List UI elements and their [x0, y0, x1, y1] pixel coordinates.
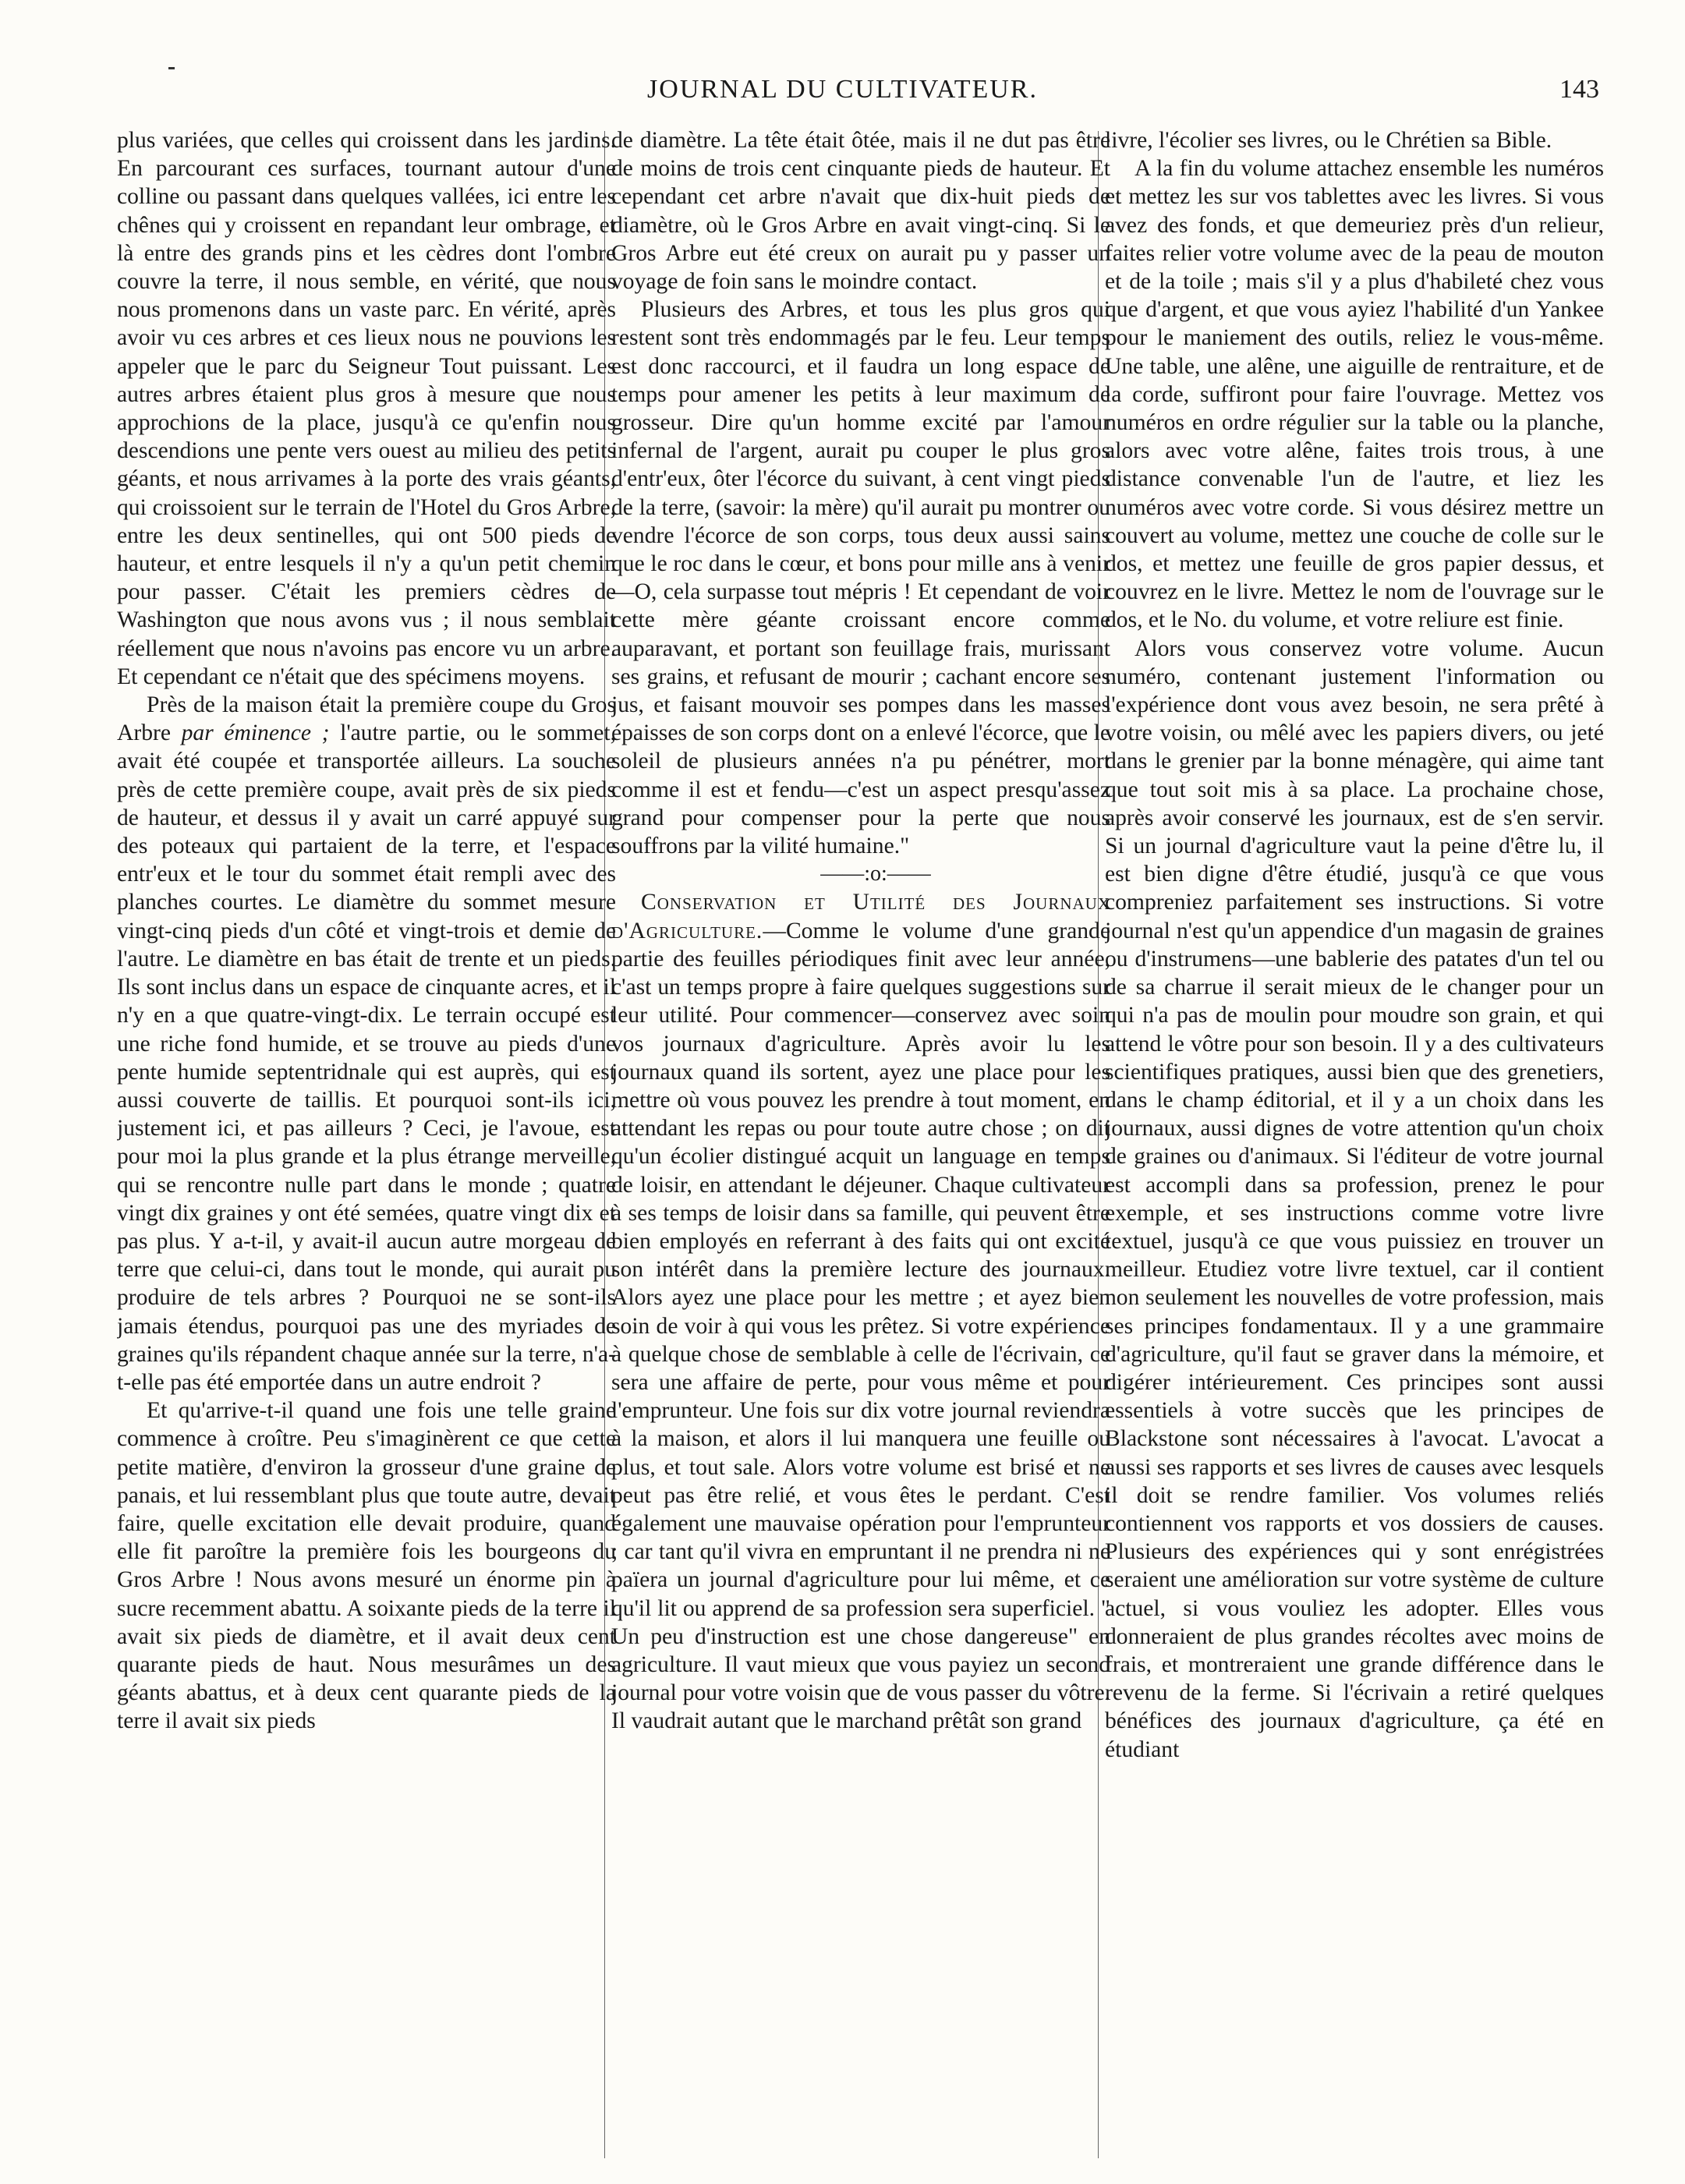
paragraph	[611, 888, 1110, 1735]
article-heading: Conservation et Utilité des Journaux d'Agriculture.	[611, 890, 1110, 943]
paragraph: de diamètre. La tête était ôtée, mais il ne dut pas être de moins de trois cent cinquante pieds de hauteur. Et cependant cet arbre n'avait que dix-huit pieds de diamètre, où le Gros Arbre en avait vingt-cinq. Si le Gros Arbre eut été creux on aurait pu y passer un voyage de foin sans le moindre contact.	[611, 128, 1110, 295]
italic-phrase: par éminence ;	[181, 720, 330, 746]
text-run: l'autre partie, ou le sommet, avait été coupée et transportée ailleurs. La souche près de cette première coupe, avait près de six pieds de hauteur, et dessus il y avait un carré appuyé sur des poteaux qui partaient de la terre, et l'espace entr'eux et le tour du sommet était rempli avec des planches courtes. Le diamètre du sommet mesure vingt-cinq pieds d'un côté et vingt-trois et demie de l'autre. Le diamètre en bas était de trente et un pieds. Ils sont inclus dans un espace de cinquante acres, et il n'y en a que quatre-vingt-dix. Le terrain occupé est une riche fond humide, et se trouve au pieds d'une pente humide septentridnale qui est auprès, qui est aussi couverte de taillis. Et pourquoi sont-ils ici, justement ici, et pas ailleurs ? Ceci, je l'avoue, est pour moi la plus grande et la plus étrange merveille, qui se rencontre nulle part dans le monde ; quatre vingt dix graines y ont été semées, quatre vingt dix et pas plus. Y a-t-il, y avait-il aucun autre morgeau de terre que celui-ci, dans tout le monde, qui aurait pu produire de tels arbres ? Pourquoi ne se sont-ils jamais étendus, pourquoi pas une des myriades de graines qu'ils répandent chaque année sur la terre, n'a-t-elle pas été emportée dans un autre endroit ?	[117, 720, 616, 1395]
paragraph: A la fin du volume attachez ensemble les numéros et mettez les sur vos tablettes avec les livres. Si vous avez des fonds, et que demeuriez près d'un relieur, faites relier votre volume avec de la peau de mouton et de la toile ; mais s'il y a plus d'habileté chez vous que d'argent, et que vous ayiez l'habilité d'un Yankee pour le maniement des outils, reliez le vous-même. Une table, une alêne, une aiguille de rentraiture, et de la corde, suffiront pour faire l'ouvrage. Mettez vos numéros en ordre régulier sur la table ou la planche, alors avec votre alêne, faites trois trous, à une distance convenable l'un de l'autre, et liez les numéros avec votre corde. Si vous désirez mettre un couvert au volume, mettez une couche de colle sur le dos, et mettez une feuille de gros papier dessus, et couvrez en le livre. Mettez le nom de l'ouvrage sur le dos, et le No. du volume, et votre reliure est finie.	[1105, 156, 1604, 633]
text-column-3	[1105, 126, 1604, 2169]
text-run: —Comme le volume d'une grande partie des feuilles périodiques finit avec leur année, c'ast un temps propre à faire quelques suggestions sur leur utilité. Pour commencer—conservez avec soin vos journaux d'agriculture. Après avoir lu les journaux quand ils sortent, ayez une place pour les mettre où vous pouvez les prendre à tout moment, en attendant les repas ou pour toute autre chose ; on dit qu'un écolier distingué acquit un language en temps de loisir, en attendant le déjeuner. Chaque cultivateur à ses temps de loisir dans sa famille, qui peuvent être bien employés en referrant à des faits qui ont excité son intérêt dans la première lecture des journaux. Alors ayez une place pour les mettre ; et ayez bien soin de voir à qui vous les prêtez. Si votre expérience à quelque chose de semblable à celle de l'écrivain, ce sera une affaire de perte, pour vous même et pour l'emprunteur. Une fois sur dix votre journal reviendra à la maison, et alors il lui manquera une feuille ou plus, et tout sale. Alors votre volume est brisé et ne peut pas être relié, et vous êtes le perdant. C'est également une mauvaise opération pour l'emprunteur ; car tant qu'il vivra en empruntant il ne prendra ni ne païera un journal d'agriculture pour lui même, et ce qu'il lit ou apprend de sa profession sera superficiel. " Un peu d'instruction est une chose dangereuse" en agriculture. Il vaut mieux que vous payiez un second journal pour votre voisin que de vous passer du vôtre. Il vaudrait autant que le marchand prêtât son grand	[611, 918, 1110, 1734]
section-divider: ——:o:——	[820, 862, 931, 887]
text-column-2	[611, 126, 1110, 2169]
paragraph: livre, l'écolier ses livres, ou le Chrétien sa Bible.	[1105, 128, 1552, 153]
paragraph: Et qu'arrive-t-il quand une fois une telle graine commence à croître. Peu s'imaginèrent ce que cette petite matière, d'environ la grosseur d'une graine de panais, et lui ressemblant plus que toute autre, devait faire, quelle excitation elle devait produire, quand elle fit paroître la première fois les bourgeons du Gros Arbre ! Nous avons mesuré un énorme pin à sucre recemment abattu. A soixante pieds de la terre il avait six pieds de diamètre, et il avait deux cent quarante pieds de haut. Nous mesurâmes un des géants abattus, et à deux cent quarante pieds de la terre il avait six pieds	[117, 1398, 616, 1734]
page-number: 143	[1559, 75, 1599, 104]
text-column-1	[117, 126, 616, 2169]
text-run: Près de la maison était la première coupe du Gros Arbre	[117, 692, 616, 746]
paragraph: Alors vous conservez votre volume. Aucun numéro, contenant justement l'information ou l'expérience dont vous avez besoin, ne sera prêté à votre voisin, ou mêlé avec les papiers divers, ou jeté dans le grenier par la bonne ménagère, qui aime tant que tout soit mis à sa place. La prochaine chose, après avoir conservé les journaux, est de s'en servir. Si un journal d'agriculture vaut la peine d'être lu, il est bien digne d'être étudié, jusqu'à ce que vous compreniez parfaitement ses instructions. Si votre journal n'est qu'un appendice d'un magasin de graines ou d'instrumens—une bablerie des patates d'un tel ou de sa charrue il serait mieux de le changer pour un qui n'a pas de moulin pour moudre son grain, et qui attend le vôtre pour son besoin. Il y a des cultivateurs scientifiques pratiques, aussi bien que des grenetiers, dans le champ éditorial, et il y a un choix dans les journaux, aussi dignes de votre attention qu'un choix de graines ou d'animaux. Si l'éditeur de votre journal est accompli dans sa profession, prenez le pour exemple, et ses instructions comme votre livre textuel, jusqu'à ce que vous puissiez en trouver un meilleur. Etudiez votre livre textuel, car il contient non seulement les nouvelles de votre profession, mais ses principes fondamentaux. Il y a une grammaire d'agriculture, qu'il faut se graver dans la mémoire, et digérer intérieurement. Ces principes sont aussi essentiels à votre succès que les principes de Blackstone sont nécessaires à l'avocat. L'avocat a aussi ses rapports et ses livres de causes avec lesquels il doit se rendre familier. Vos volumes reliés contiennent vos rapports et vos dossiers de causes. Plusieurs des expériences qui y sont enrégistrées seraient une amélioration sur votre système de culture actuel, si vous vouliez les adopter. Elles vous donneraient de plus grandes récoltes avec moins de frais, et montreraient une grande différence dans le revenu de la ferme. Si l'écrivain a retiré quelques bénéfices des journaux d'agriculture, ça été en étudiant	[1105, 635, 1604, 1762]
margin-mark	[168, 67, 175, 69]
running-title: JOURNAL DU CULTIVATEUR.	[647, 75, 1038, 104]
paragraph: Plusieurs des Arbres, et tous les plus gros qui restent sont très endommagés par le feu. Leur temps est donc raccourci, et il faudra un long espace de temps pour amener les petits à leur maximum de grosseur. Dire qu'un homme excité par l'amour infernal de l'argent, aurait pu couper le plus gros d'entr'eux, ôter l'écorce du suivant, à cent vingt pieds de la terre, (savoir: la mère) qu'il aurait pu montrer ou vendre l'écorce de son corps, tous deux aussi sains que le roc dans le cœur, et bons pour mille ans à venir—O, cela surpasse tout mépris ! Et cependant de voir cette mère géante croissant encore comme auparavant, et portant son feuillage frais, murissant ses grains, et refusant de mourir ; cachant encore ses jus, et faisant mouvoir ses pompes dans les masses épaisses de son corps dont on a enlevé l'écorce, que le soleil de plusieurs années n'a pu pénétrer, mort comme il est et fendu—c'est un aspect presqu'assez grand pour compenser pour la perte que nous souffrons par la vilité humaine."	[611, 297, 1110, 859]
page-header	[0, 75, 1685, 109]
paragraph: plus variées, que celles qui croissent dans les jardins. En parcourant ces surfaces, tournant autour d'une colline ou passant dans quelques vallées, ici entre les chênes qui y croissent en repandant leur ombrage, et là entre des grands pins et les cèdres dont l'ombre couvre la terre, il nous semble, en vérité, que nous nous promenons dans un vaste parc. En vérité, après avoir vu ces arbres et ces lieux nous ne pouvions les appeler que le parc du Seigneur Tout puissant. Les autres arbres étaient plus gros à mesure que nous approchions de la place, jusqu'à ce qu'enfin nous descendions une pente vers ouest au milieu des petits géants, et nous arrivames à la porte des vrais géants, qui croissoient sur le terrain de l'Hotel du Gros Arbre, entre les deux sentinelles, qui ont 500 pieds de hauteur, et entre lesquels il n'y a qu'un petit chemin pour passer. C'était les premiers cèdres de Washington que nous avons vus ; il nous semblait réellement que nous n'avoins pas encore vu un arbre. Et cependant ce n'était que des spécimens moyens.	[117, 128, 616, 689]
paragraph	[117, 691, 616, 1396]
